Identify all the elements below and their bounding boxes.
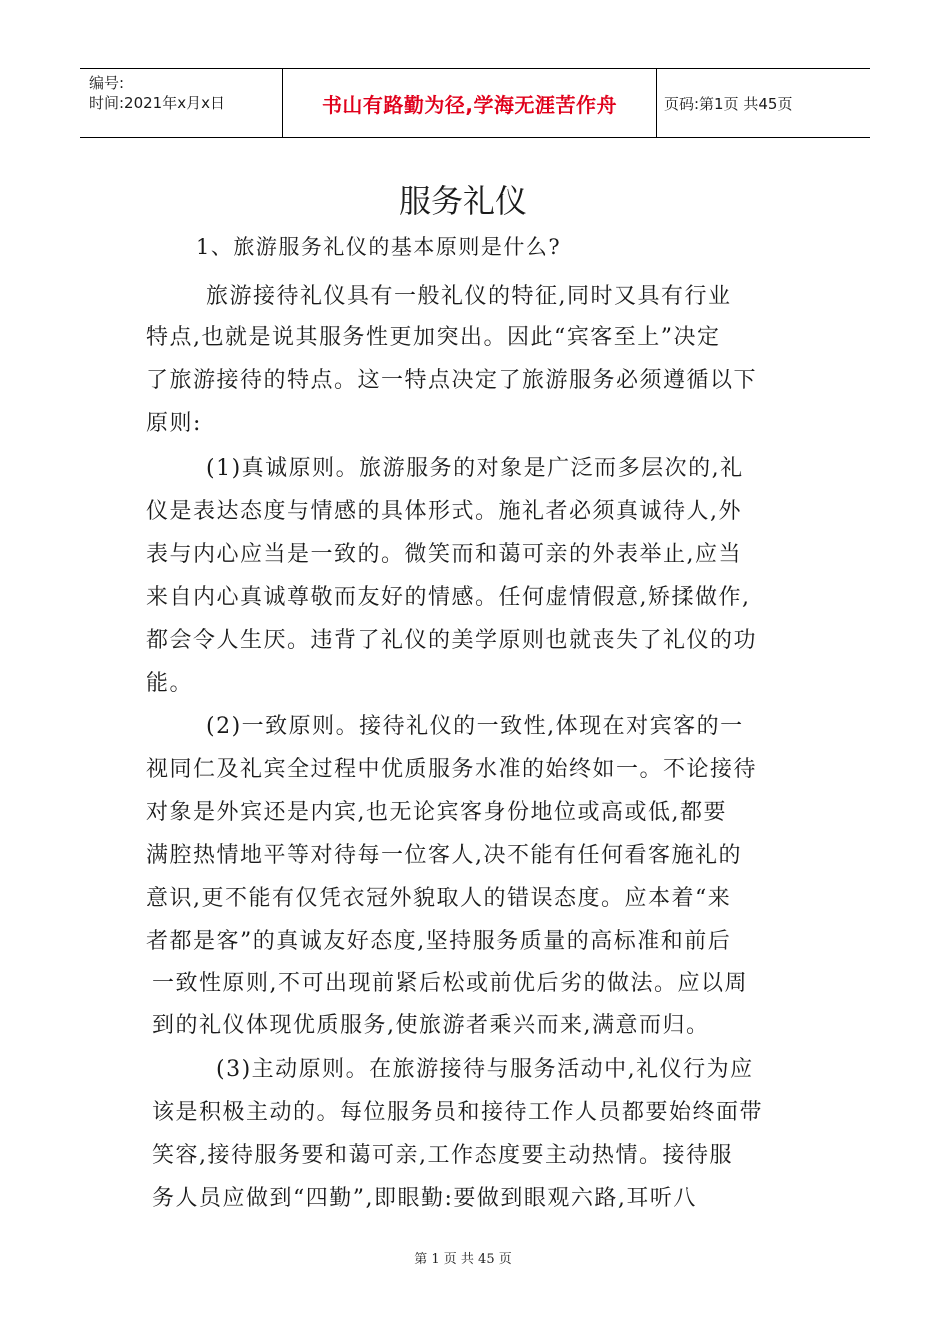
body-line: 了旅游接待的特点。这一特点决定了旅游服务必须遵循以下	[146, 368, 758, 393]
body-line: 笑容,接待服务要和蔼可亲,工作态度要主动热情。接待服	[152, 1143, 733, 1168]
body-line: 对象是外宾还是内宾,也无论宾客身份地位或高或低,都要	[146, 800, 727, 825]
body-line: 意识,更不能有仅凭衣冠外貌取人的错误态度。应本着“来	[146, 886, 732, 911]
header-motto-cell	[283, 69, 657, 137]
body-line: (3)主动原则。在旅游接待与服务活动中,礼仪行为应	[216, 1057, 754, 1082]
document-title: 服务礼仪	[398, 182, 527, 220]
body-line: (1)真诚原则。旅游服务的对象是广泛而多层次的,礼	[206, 456, 744, 481]
page-footer: 第 1 页 共 45 页	[414, 1252, 512, 1267]
body-line: 者都是客”的真诚友好态度,坚持服务质量的高标准和前后	[146, 929, 732, 954]
body-line: 能。	[146, 671, 194, 696]
motto-text: 书山有路勤为径,学海无涯苦作舟	[321, 92, 618, 117]
body-line: 特点,也就是说其服务性更加突出。因此“宾客至上”决定	[146, 325, 721, 350]
body-line: (2)一致原则。接待礼仪的一致性,体现在对宾客的一	[206, 714, 744, 739]
header-info-cell	[80, 69, 283, 137]
body-line: 仪是表达态度与情感的具体形式。施礼者必须真诚待人,外	[146, 499, 742, 524]
body-line: 到的礼仪体现优质服务,使旅游者乘兴而来,满意而归。	[152, 1013, 710, 1038]
document-header	[80, 68, 870, 138]
page-code: 页码:第1页 共45页	[664, 94, 793, 113]
body-line: 满腔热情地平等对待每一位客人,决不能有任何看客施礼的	[146, 843, 742, 868]
body-line: 该是积极主动的。每位服务员和接待工作人员都要始终面带	[152, 1100, 764, 1125]
body-line: 旅游接待礼仪具有一般礼仪的特征,同时又具有行业	[206, 284, 732, 309]
body-line: 都会令人生厌。违背了礼仪的美学原则也就丧失了礼仪的功	[146, 628, 758, 653]
header-page-cell	[664, 69, 870, 137]
question-heading: 1、旅游服务礼仪的基本原则是什么?	[196, 235, 562, 259]
body-line: 务人员应做到“四勤”,即眼勤:要做到眼观六路,耳听八	[152, 1186, 697, 1211]
body-line: 视同仁及礼宾全过程中优质服务水准的始终如一。不论接待	[146, 757, 758, 782]
body-line: 原则:	[146, 411, 202, 436]
body-line: 表与内心应当是一致的。微笑而和蔼可亲的外表举止,应当	[146, 542, 742, 567]
serial-label: 编号:	[89, 74, 125, 92]
body-line: 一致性原则,不可出现前紧后松或前优后劣的做法。应以周	[152, 971, 748, 996]
time-label: 时间:2021年x月x日	[89, 94, 225, 112]
body-line: 来自内心真诚尊敬而友好的情感。任何虚情假意,矫揉做作,	[146, 585, 751, 610]
